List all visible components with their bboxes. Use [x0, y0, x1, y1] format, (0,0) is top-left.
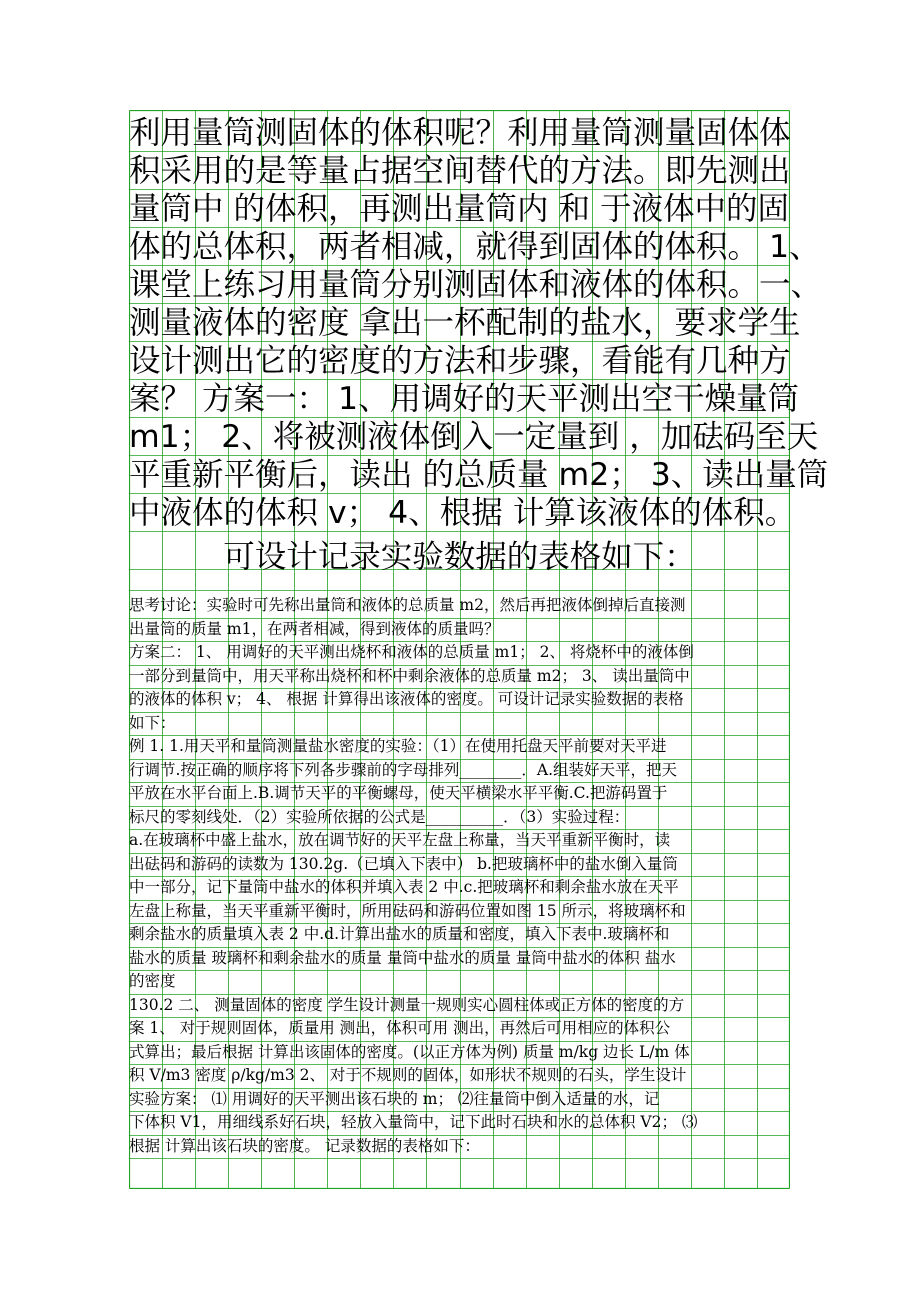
body-line: a.在玻璃杯中盛上盐水，放在调节好的天平左盘上称量，当天平重新平衡时，读	[129, 831, 671, 849]
body-line: 积 V/m3 密度 ρ/kg/m3 2、 对于不规则的固体，如形状不规则的石头，学生设计	[129, 1066, 687, 1084]
body-line: 盐水的质量 玻璃杯和剩余盐水的质量 量筒中盐水的质量 量筒中盐水的体积 盐水	[129, 948, 676, 967]
body-line: 思考讨论：实验时可先称出量筒和液体的总质量 m2，然后再把液体倒掉后直接测	[129, 596, 686, 614]
body-line: 一部分到量筒中，用天平称出烧杯和杯中剩余液体的总质量 m2； 3、 读出量筒中	[129, 666, 690, 685]
body-line: 出量筒的质量 m1，在两者相减，得到液体的质量吗？	[129, 619, 500, 638]
body-line: 设计测出它的密度的方法和步骤，看能有几种方	[129, 343, 791, 379]
body-line: 130.2 二、 测量固体的密度 学生设计测量一规则实心圆柱体或正方体的密度的方	[129, 995, 685, 1014]
body-line: 行调节.按正确的顺序将下列各步骤前的字母排列________．A.组装好天平，把天	[129, 760, 678, 779]
table-caption: 可设计记录实验数据的表格如下：	[223, 539, 696, 575]
body-line: 平重新平衡后，读出 的总质量 m2； 3、读出量筒	[129, 457, 829, 493]
body-line: 案 1、 对于规则固体，质量用 测出，体积可用 测出，再然后可用相应的体积公	[129, 1019, 671, 1037]
body-line: m1； 2、将被测液体倒入一定量到 ，加砝码至天	[129, 419, 819, 455]
document-page	[129, 110, 829, 1189]
body-line: 案？ 方案一： 1、用调好的天平测出空干燥量筒	[129, 381, 800, 417]
body-line: 剩余盐水的质量填入表 2 中.d.计算出盐水的质量和密度，填入下表中.玻璃杯和	[129, 925, 670, 943]
body-line: 积采用的是等量占据空间替代的方法。即先测出	[129, 153, 791, 189]
body-line: 平放在水平台面上.B.调节天平的平衡螺母，使天平横梁水平平衡.C.把游码置于	[129, 784, 668, 802]
body-line: 例 1. 1.用天平和量筒测量盐水密度的实验：（1）在使用托盘天平前要对天平进	[129, 737, 667, 755]
body-line: 出砝码和游码的读数为 130.2g.（已填入下表中） b.把玻璃杯中的盐水倒入量筒	[129, 854, 678, 873]
body-line: 标尺的零刻线处．（2）实验所依据的公式是__________．（3）实验过程：	[129, 807, 630, 826]
body-line: 量筒中 的体积，再测出量筒内 和 于液体中的固	[129, 191, 790, 227]
body-line: 下体积 V1，用细线系好石块，轻放入量筒中，记下此时石块和水的总体积 V2； ⑶	[129, 1113, 698, 1131]
body-line: 课堂上练习用量筒分别测固体和液体的体积。一、	[129, 267, 823, 303]
body-line: 实验方案： ⑴ 用调好的天平测出该石块的 m； ⑵往量筒中倒入适量的水，记	[129, 1089, 660, 1108]
body-line: 根据 计算出该石块的密度。 记录数据的表格如下：	[129, 1136, 480, 1155]
body-line: 中一部分，记下量筒中盐水的体积并填入表 2 中.c.把玻璃杯和剩余盐水放在天平	[129, 878, 679, 896]
body-line: 体的总体积，两者相减，就得到固体的体积。 1、	[129, 229, 821, 265]
body-line: 方案二： 1、 用调好的天平测出烧杯和液体的总质量 m1； 2、 将烧杯中的液体倒	[129, 643, 694, 661]
body-line: 如下：	[129, 713, 176, 732]
body-line: 式算出；最后根据 计算出该固体的密度。(以正方体为例) 质量 m/kg 边长 L/m 体	[129, 1042, 690, 1061]
body-line: 中液体的体积 v； 4、根据 计算该液体的体积。	[129, 495, 797, 531]
body-line: 左盘上称量，当天平重新平衡时，所用砝码和游码位置如图 15 所示，将玻璃杯和	[129, 901, 686, 920]
body-line: 的密度	[129, 972, 176, 990]
body-line: 利用量筒测固体的体积呢？利用量筒测量固体体	[129, 115, 791, 151]
body-line: 的液体的体积 v； 4、 根据 计算得出该液体的密度。 可设计记录实验数据的表格	[129, 690, 684, 708]
body-line: 测量液体的密度 拿出一杯配制的盐水，要求学生	[129, 305, 801, 341]
